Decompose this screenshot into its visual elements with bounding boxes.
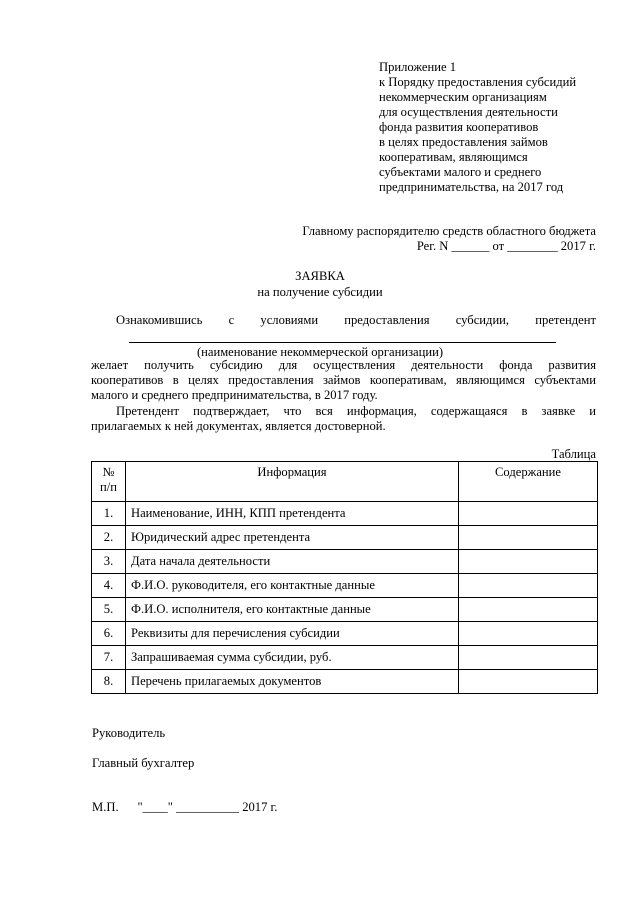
row-content-cell[interactable] [459,550,598,574]
header-num-label: п/п [100,480,117,494]
table-row [92,526,598,550]
row-content-cell[interactable] [459,502,598,526]
header-info: Информация [126,462,459,502]
appendix-block [379,60,619,195]
addressee-block [302,224,596,254]
appendix-line: для осуществления деятельности [379,105,558,119]
organization-name-blank[interactable] [129,342,556,343]
row-info: Юридический адрес претендента [126,526,459,550]
addressee-line: Главному распорядителю средств областного бюджета [302,224,596,238]
signature-head: Руководитель [92,726,166,740]
table-row [92,670,598,694]
row-content-cell[interactable] [459,574,598,598]
row-info: Ф.И.О. исполнителя, его контактные данные [126,598,459,622]
row-number: 4. [92,574,126,598]
row-content-cell[interactable] [459,622,598,646]
table-row [92,550,598,574]
registration-line: Рег. N ______ от ________ 2017 г. [416,239,596,253]
row-number: 6. [92,622,126,646]
appendix-line: предпринимательства, на 2017 год [379,180,564,194]
row-info: Дата начала деятельности [126,550,459,574]
row-info: Перечень прилагаемых документов [126,670,459,694]
appendix-line: некоммерческим организациям [379,90,547,104]
row-number: 5. [92,598,126,622]
header-content: Содержание [459,462,598,502]
table-row [92,502,598,526]
row-number: 8. [92,670,126,694]
appendix-line: к Порядку предоставления субсидий [379,75,577,89]
row-content-cell[interactable] [459,598,598,622]
appendix-line: в целях предоставления займов [379,135,548,149]
row-number: 2. [92,526,126,550]
confirm-line: прилагаемых к ней документах, является достоверной. [91,419,386,433]
row-info: Наименование, ИНН, КПП претендента [126,502,459,526]
info-table [91,461,598,694]
intro-line: Ознакомившись с условиями предоставления субсидии, претендент [116,313,596,327]
confirm-paragraph [91,404,596,434]
row-content-cell[interactable] [459,526,598,550]
appendix-line: Приложение 1 [379,60,457,74]
row-number: 3. [92,550,126,574]
row-info: Запрашиваемая сумма субсидии, руб. [126,646,459,670]
appendix-line: кооперативам, являющимся [379,150,528,164]
row-info: Ф.И.О. руководителя, его контактные данные [126,574,459,598]
document-title: ЗАЯВКА [295,269,345,283]
body-line: малого и среднего предпринимательства, в 2017 году. [91,388,378,402]
table-row [92,622,598,646]
header-num [92,462,126,502]
body-line: желает получить субсидию для осуществления деятельности фонда развития [91,358,596,372]
row-info: Реквизиты для перечисления субсидии [126,622,459,646]
confirm-line: Претендент подтверждает, что вся информация, содержащаяся в заявке и [116,404,596,418]
header-num-symbol: № [102,465,115,479]
row-content-cell[interactable] [459,646,598,670]
row-content-cell[interactable] [459,670,598,694]
body-line: кооперативов в целях предоставления займов кооперативам, являющимся субъектами [91,373,596,387]
row-number: 1. [92,502,126,526]
table-row [92,574,598,598]
organization-name-caption: (наименование некоммерческой организации) [196,345,444,359]
row-number: 7. [92,646,126,670]
appendix-line: субъектами малого и среднего [379,165,542,179]
table-label: Таблица [551,447,596,461]
stamp-date-line: М.П. "____" __________ 2017 г. [92,800,278,814]
document-subtitle: на получение субсидии [257,285,383,299]
appendix-line: фонда развития кооперативов [379,120,539,134]
signature-accountant: Главный бухгалтер [92,756,195,770]
table-row [92,598,598,622]
table-row [92,646,598,670]
table-header-row [92,462,598,502]
intro-body [91,358,596,403]
